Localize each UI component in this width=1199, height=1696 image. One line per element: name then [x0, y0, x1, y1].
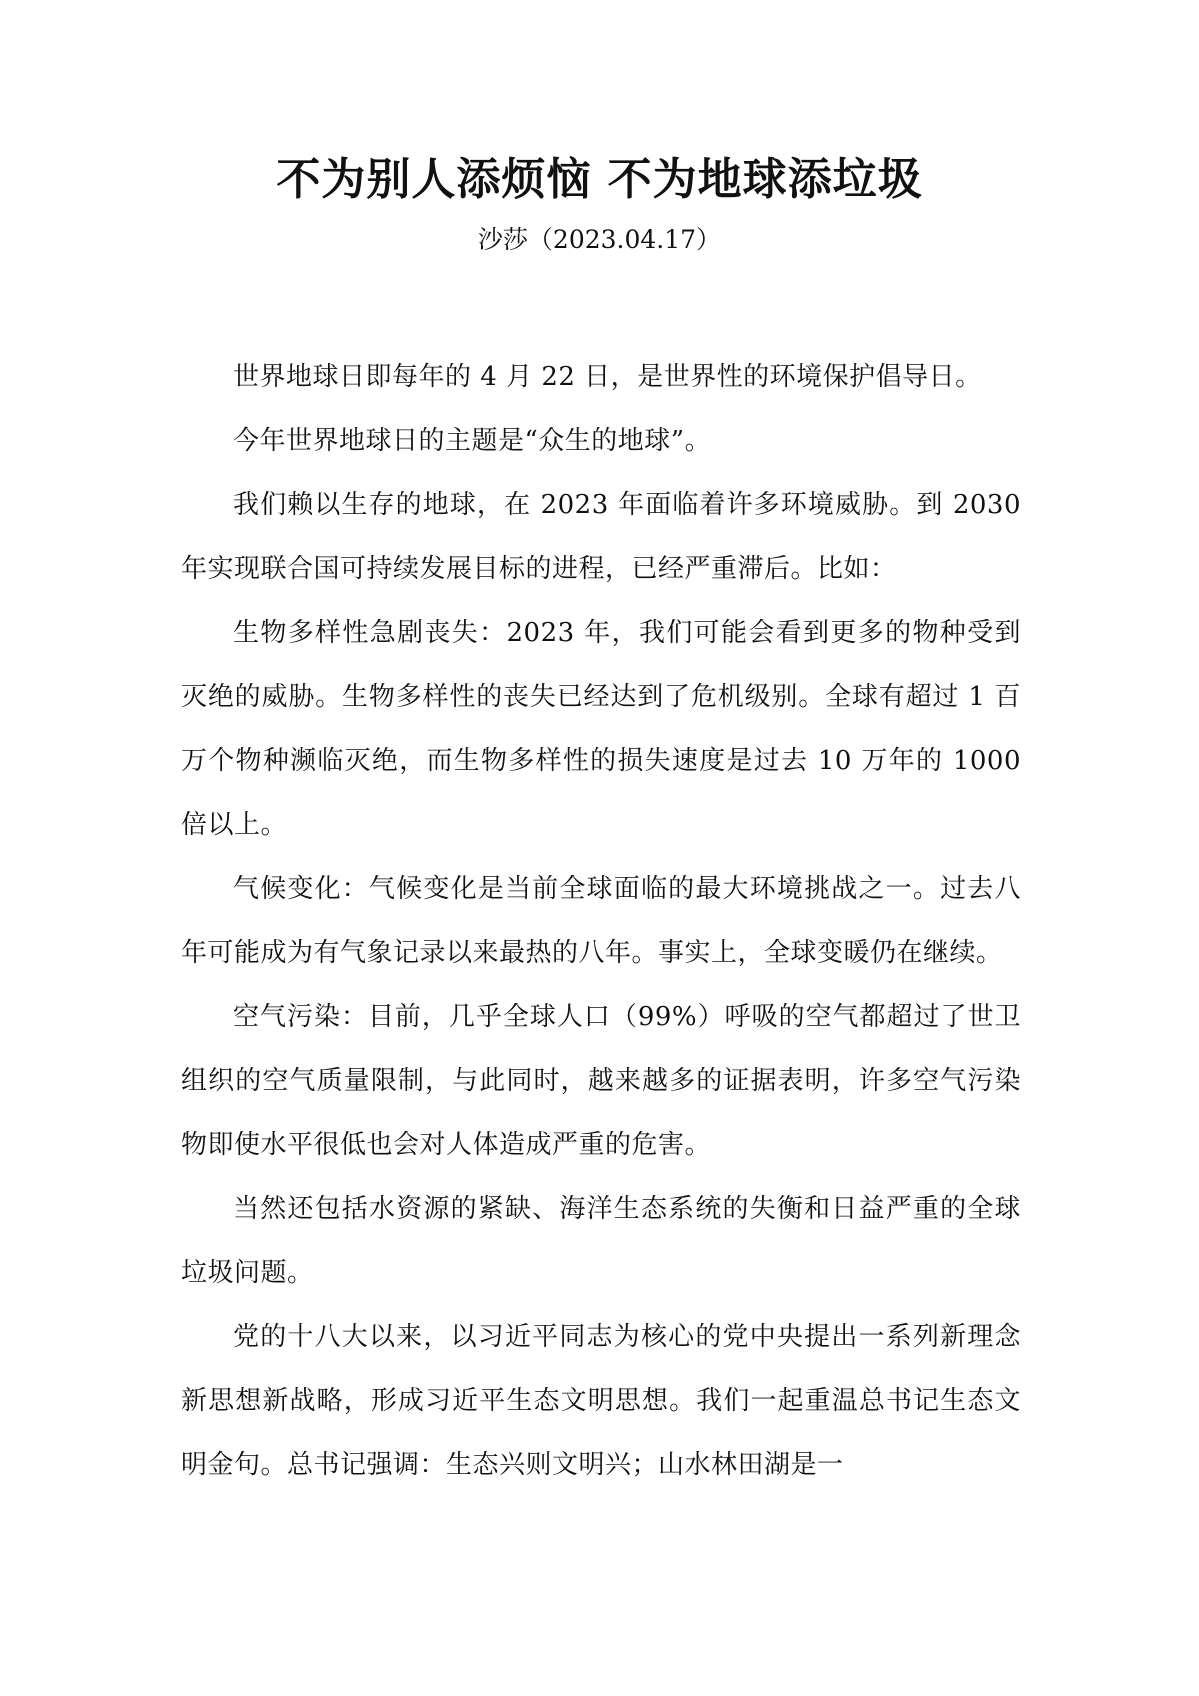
document-body [181, 345, 1021, 1497]
paragraph: 当然还包括水资源的紧缺、海洋生态系统的失衡和日益严重的全球垃圾问题。 [181, 1194, 1021, 1288]
paragraph: 世界地球日即每年的 4 月 22 日，是世界性的环境保护倡导日。 [233, 362, 982, 392]
paragraph: 我们赖以生存的地球，在 2023 年面临着许多环境威胁。到 2030 年实现联合国可持续发展目标的进程，已经严重滞后。比如： [181, 490, 1021, 584]
paragraph: 党的十八大以来，以习近平同志为核心的党中央提出一系列新理念新思想新战略，形成习近平生态文明思想。我们一起重温总书记生态文明金句。总书记强调：生态兴则文明兴；山水林田湖是一 [181, 1322, 1021, 1480]
document-title: 不为别人添烦恼 不为地球添垃圾 [276, 154, 923, 205]
author-date-byline: 沙莎（2023.04.17） [477, 225, 722, 254]
paragraph: 空气污染：目前，几乎全球人口（99%）呼吸的空气都超过了世卫组织的空气质量限制，与此同时，越来越多的证据表明，许多空气污染物即使水平很低也会对人体造成严重的危害。 [181, 1002, 1021, 1160]
paragraph: 生物多样性急剧丧失：2023 年，我们可能会看到更多的物种受到灭绝的威胁。生物多样性的丧失已经达到了危机级别。全球有超过 1 百万个物种濒临灭绝，而生物多样性的损失速度是过去 10 万年的 1000 倍以上。 [181, 618, 1021, 840]
paragraph: 今年世界地球日的主题是“众生的地球”。 [233, 426, 712, 456]
paragraph: 气候变化：气候变化是当前全球面临的最大环境挑战之一。过去八年可能成为有气象记录以来最热的八年。事实上，全球变暖仍在继续。 [181, 874, 1021, 968]
